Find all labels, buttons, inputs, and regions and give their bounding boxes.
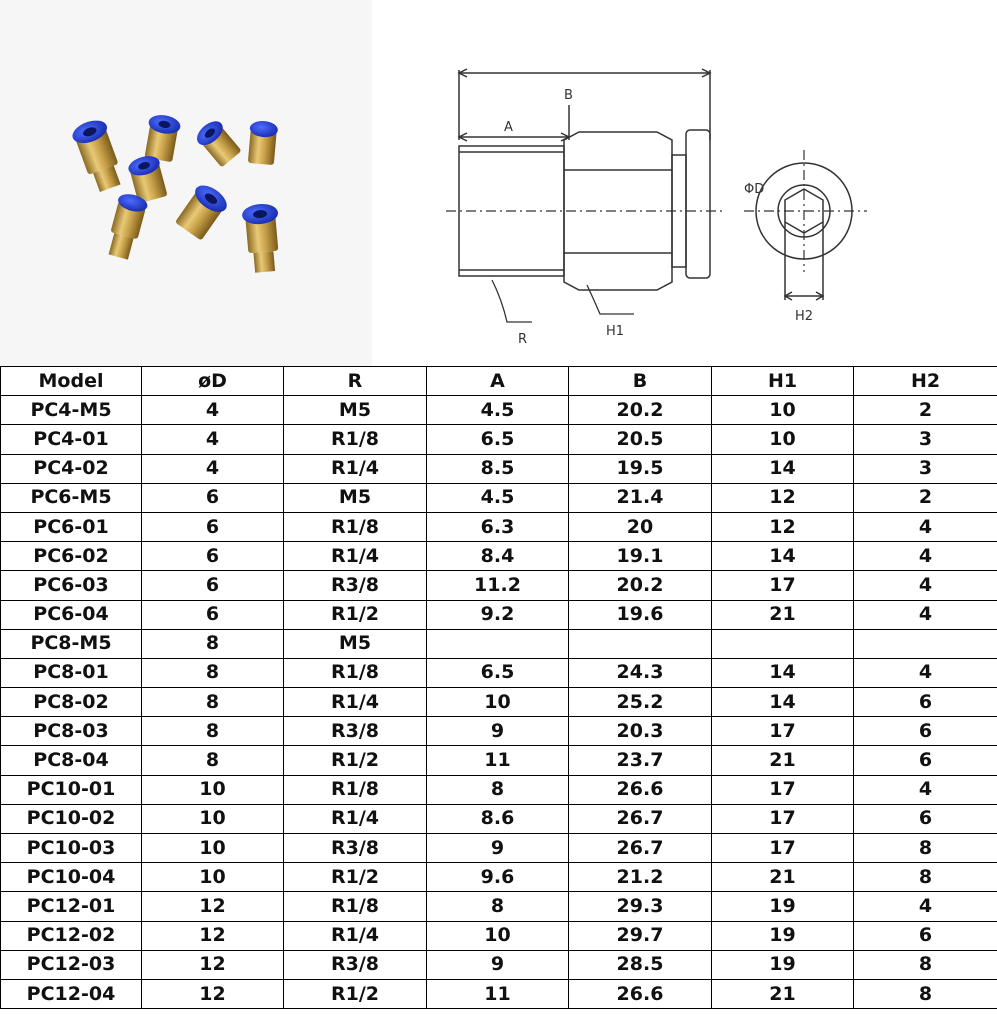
table-cell: 4 xyxy=(854,892,997,921)
table-row xyxy=(1,658,997,687)
table-cell: 17 xyxy=(712,804,854,833)
table-cell: 8 xyxy=(854,950,997,979)
table-cell: R1/2 xyxy=(284,746,427,775)
table-cell: PC10-03 xyxy=(1,834,142,863)
table-cell: R1/2 xyxy=(284,979,427,1008)
table-row xyxy=(1,804,997,833)
table-cell: 19.5 xyxy=(569,454,712,483)
table-cell: 19 xyxy=(712,892,854,921)
table-cell: R3/8 xyxy=(284,571,427,600)
table-cell: PC6-03 xyxy=(1,571,142,600)
table-cell: 21 xyxy=(712,746,854,775)
table-cell: 17 xyxy=(712,717,854,746)
table-cell: 19 xyxy=(712,950,854,979)
table-cell: 10 xyxy=(712,425,854,454)
table-cell: 26.6 xyxy=(569,979,712,1008)
header-od: øD xyxy=(142,367,284,396)
table-cell: PC12-04 xyxy=(1,979,142,1008)
table-row xyxy=(1,483,997,512)
table-cell: 9 xyxy=(427,717,569,746)
table-cell: 11 xyxy=(427,746,569,775)
dim-a-label: A xyxy=(504,120,513,135)
table-cell: R1/8 xyxy=(284,892,427,921)
table-row xyxy=(1,396,997,425)
table-cell: 21.2 xyxy=(569,863,712,892)
table-cell: 8.4 xyxy=(427,542,569,571)
header-h1: H1 xyxy=(712,367,854,396)
table-cell: 10 xyxy=(142,804,284,833)
table-cell: PC6-M5 xyxy=(1,483,142,512)
table-row xyxy=(1,542,997,571)
table-cell: 8 xyxy=(142,746,284,775)
table-cell: 8 xyxy=(142,658,284,687)
table-row xyxy=(1,600,997,629)
spec-table xyxy=(0,366,997,1009)
table-row xyxy=(1,979,997,1008)
table-cell: 6 xyxy=(142,600,284,629)
table-cell: 25.2 xyxy=(569,688,712,717)
table-cell: R1/4 xyxy=(284,688,427,717)
table-cell: M5 xyxy=(284,629,427,658)
table-cell: R3/8 xyxy=(284,950,427,979)
table-cell: PC6-04 xyxy=(1,600,142,629)
table-cell: 6.5 xyxy=(427,425,569,454)
table-cell: 21.4 xyxy=(569,483,712,512)
table-cell: R3/8 xyxy=(284,717,427,746)
table-cell: 28.5 xyxy=(569,950,712,979)
header-h2: H2 xyxy=(854,367,997,396)
table-row xyxy=(1,425,997,454)
table-cell: 8 xyxy=(427,892,569,921)
table-cell: 9.6 xyxy=(427,863,569,892)
table-cell: 10 xyxy=(427,688,569,717)
table-cell: 6 xyxy=(142,542,284,571)
table-row xyxy=(1,454,997,483)
table-row xyxy=(1,717,997,746)
table-cell: 12 xyxy=(142,921,284,950)
dim-h2-label: H2 xyxy=(795,309,814,324)
table-cell: 17 xyxy=(712,571,854,600)
table-cell: 29.3 xyxy=(569,892,712,921)
table-cell: 8 xyxy=(142,688,284,717)
table-cell xyxy=(712,629,854,658)
table-row xyxy=(1,775,997,804)
table-cell: 12 xyxy=(712,512,854,541)
table-header-row xyxy=(1,367,997,396)
table-row xyxy=(1,512,997,541)
table-cell: PC8-04 xyxy=(1,746,142,775)
table-cell: 4 xyxy=(854,571,997,600)
table-cell: PC8-01 xyxy=(1,658,142,687)
table-row xyxy=(1,863,997,892)
header-a: A xyxy=(427,367,569,396)
table-cell: 4 xyxy=(854,600,997,629)
table-cell: PC12-03 xyxy=(1,950,142,979)
table-cell: 9 xyxy=(427,834,569,863)
table-cell xyxy=(569,629,712,658)
table-cell: 4.5 xyxy=(427,483,569,512)
table-cell: 8 xyxy=(142,629,284,658)
table-cell: 20 xyxy=(569,512,712,541)
table-cell: 20.5 xyxy=(569,425,712,454)
table-row xyxy=(1,892,997,921)
table-cell: 24.3 xyxy=(569,658,712,687)
table-cell: 14 xyxy=(712,542,854,571)
table-cell: R1/4 xyxy=(284,454,427,483)
table-cell: 4 xyxy=(142,425,284,454)
table-cell: PC6-02 xyxy=(1,542,142,571)
table-cell: 11.2 xyxy=(427,571,569,600)
table-cell: 9 xyxy=(427,950,569,979)
table-cell: 8.5 xyxy=(427,454,569,483)
table-cell: R1/2 xyxy=(284,600,427,629)
table-cell: 17 xyxy=(712,775,854,804)
header-model: Model xyxy=(1,367,142,396)
table-cell: 8 xyxy=(854,863,997,892)
table-cell: 3 xyxy=(854,425,997,454)
table-cell: PC6-01 xyxy=(1,512,142,541)
table-cell: 6 xyxy=(142,512,284,541)
table-cell: 26.6 xyxy=(569,775,712,804)
table-cell: R1/8 xyxy=(284,775,427,804)
phi-d-label: ΦD xyxy=(744,182,765,197)
table-cell: 12 xyxy=(142,979,284,1008)
table-cell: 2 xyxy=(854,396,997,425)
table-cell: 29.7 xyxy=(569,921,712,950)
table-cell: 19.6 xyxy=(569,600,712,629)
table-cell: 6.5 xyxy=(427,658,569,687)
table-cell: PC12-02 xyxy=(1,921,142,950)
table-cell: 20.2 xyxy=(569,571,712,600)
table-cell: R1/8 xyxy=(284,658,427,687)
dim-b-label: B xyxy=(564,88,573,103)
table-cell: 21 xyxy=(712,600,854,629)
table-cell: 19.1 xyxy=(569,542,712,571)
table-cell: 21 xyxy=(712,979,854,1008)
table-row xyxy=(1,629,997,658)
table-row xyxy=(1,834,997,863)
table-cell: 4 xyxy=(854,542,997,571)
table-cell: R1/8 xyxy=(284,425,427,454)
technical-drawing xyxy=(372,0,997,366)
table-cell: 14 xyxy=(712,658,854,687)
table-cell: 4 xyxy=(854,775,997,804)
table-cell: 10 xyxy=(427,921,569,950)
table-cell: R1/4 xyxy=(284,804,427,833)
table-cell: 4 xyxy=(142,396,284,425)
table-cell: 26.7 xyxy=(569,834,712,863)
table-cell: 4 xyxy=(142,454,284,483)
table-cell: 10 xyxy=(142,775,284,804)
table-cell: 21 xyxy=(712,863,854,892)
table-cell: M5 xyxy=(284,483,427,512)
table-row xyxy=(1,688,997,717)
table-cell: PC8-03 xyxy=(1,717,142,746)
table-cell: 6.3 xyxy=(427,512,569,541)
table-cell: PC10-02 xyxy=(1,804,142,833)
table-cell: 12 xyxy=(142,892,284,921)
table-cell: 14 xyxy=(712,688,854,717)
table-cell: PC10-04 xyxy=(1,863,142,892)
table-cell: 10 xyxy=(142,834,284,863)
table-cell: PC8-02 xyxy=(1,688,142,717)
table-cell: 6 xyxy=(854,688,997,717)
table-cell: R3/8 xyxy=(284,834,427,863)
table-cell: 9.2 xyxy=(427,600,569,629)
table-cell: 12 xyxy=(712,483,854,512)
table-cell: R1/4 xyxy=(284,921,427,950)
table-row xyxy=(1,746,997,775)
table-cell: 19 xyxy=(712,921,854,950)
table-cell: 26.7 xyxy=(569,804,712,833)
table-cell: 2 xyxy=(854,483,997,512)
fittings-illustration xyxy=(0,0,372,366)
dim-h1-label: H1 xyxy=(606,324,625,339)
table-cell: 14 xyxy=(712,454,854,483)
table-cell: PC4-02 xyxy=(1,454,142,483)
table-cell: 10 xyxy=(142,863,284,892)
header-r: R xyxy=(284,367,427,396)
table-cell: M5 xyxy=(284,396,427,425)
table-cell: 11 xyxy=(427,979,569,1008)
table-cell: PC12-01 xyxy=(1,892,142,921)
table-cell: 8 xyxy=(854,834,997,863)
table-cell: 6 xyxy=(142,483,284,512)
table-cell: 20.3 xyxy=(569,717,712,746)
table-cell: 23.7 xyxy=(569,746,712,775)
table-row xyxy=(1,950,997,979)
table-row xyxy=(1,571,997,600)
table-cell: R1/8 xyxy=(284,512,427,541)
table-cell: R1/2 xyxy=(284,863,427,892)
table-cell: 4 xyxy=(854,658,997,687)
table-cell: 4.5 xyxy=(427,396,569,425)
table-cell: 6 xyxy=(854,746,997,775)
table-cell: 6 xyxy=(854,921,997,950)
table-cell: 8.6 xyxy=(427,804,569,833)
table-cell: 12 xyxy=(142,950,284,979)
table-cell: 3 xyxy=(854,454,997,483)
table-cell: PC10-01 xyxy=(1,775,142,804)
header-b: B xyxy=(569,367,712,396)
table-cell xyxy=(427,629,569,658)
product-photo xyxy=(0,0,372,366)
table-cell: 4 xyxy=(854,512,997,541)
dim-r-label: R xyxy=(518,332,528,347)
table-cell: PC4-01 xyxy=(1,425,142,454)
table-cell: 8 xyxy=(142,717,284,746)
table-row xyxy=(1,921,997,950)
table-cell: 8 xyxy=(854,979,997,1008)
table-cell: R1/4 xyxy=(284,542,427,571)
table-cell: 6 xyxy=(854,717,997,746)
table-cell: 6 xyxy=(854,804,997,833)
table-cell: 17 xyxy=(712,834,854,863)
table-cell: 10 xyxy=(712,396,854,425)
table-cell: PC8-M5 xyxy=(1,629,142,658)
table-cell xyxy=(854,629,997,658)
table-cell: 8 xyxy=(427,775,569,804)
table-cell: 6 xyxy=(142,571,284,600)
table-body xyxy=(1,396,997,1009)
table-cell: 20.2 xyxy=(569,396,712,425)
table-cell: PC4-M5 xyxy=(1,396,142,425)
